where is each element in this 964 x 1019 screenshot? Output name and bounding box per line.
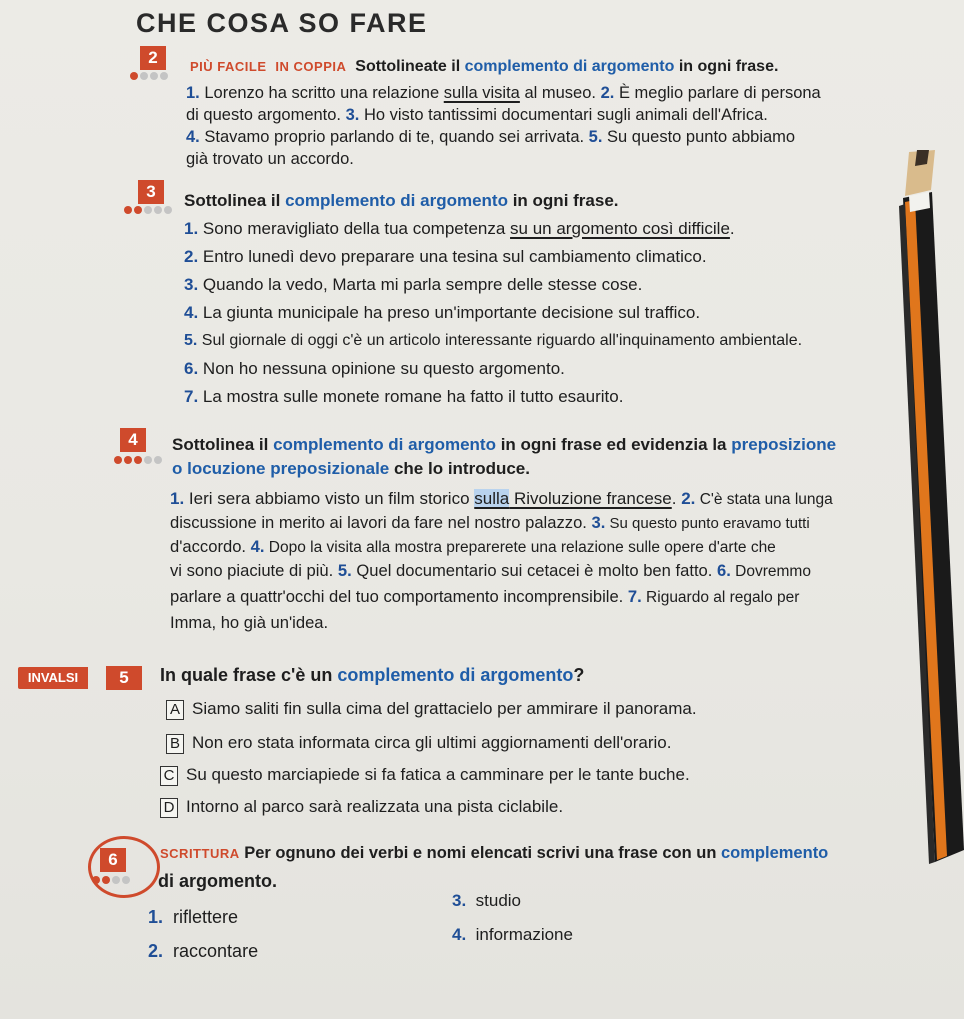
exercise-5-question: In quale frase c'è un complemento di argomento? bbox=[160, 665, 585, 685]
underlined-answer: su un argomento così difficile bbox=[510, 219, 730, 238]
exercise-4-difficulty-dots bbox=[114, 456, 162, 464]
exercise-3-item-4: 4. La giunta municipale ha preso un'importante decisione sul traffico. bbox=[184, 303, 701, 322]
exercise-6-item-2: 2. raccontare bbox=[148, 941, 259, 961]
option-c-box[interactable]: C bbox=[160, 766, 178, 786]
exercise-6-instructions-line-2: di argomento. bbox=[158, 871, 278, 891]
exercise-4-line-4: vi sono piaciute di più. 5. Quel documentario sui cetacei è molto ben fatto. 6. Dovremmo bbox=[170, 561, 811, 580]
pencil-image bbox=[895, 150, 964, 870]
exercise-4-line-5: parlare a quattr'occhi del tuo comportamento incomprensibile. 7. Riguardo al regalo per bbox=[170, 587, 800, 606]
underlined-answer: sulla visita bbox=[443, 84, 520, 102]
exercise-3-instructions: Sottolinea il complemento di argomento in ogni frase. bbox=[184, 191, 619, 210]
option-b-box[interactable]: B bbox=[166, 734, 184, 754]
exercise-2-line-2: di questo argomento. 3. Ho visto tantissimi documentari sugli animali dell'Africa. bbox=[186, 106, 768, 124]
invalsi-badge: INVALSI bbox=[18, 667, 88, 689]
highlighted-preposition: sulla bbox=[474, 489, 510, 508]
exercise-3-difficulty-dots bbox=[124, 206, 172, 214]
exercise-5-option-c: C Su questo marciapiede si fa fatica a camminare per le tante buche. bbox=[160, 764, 690, 786]
exercise-2-number: 2 bbox=[140, 46, 166, 70]
exercise-6-item-4: 4. informazione bbox=[452, 925, 573, 944]
exercise-3-item-7: 7. La mostra sulle monete romane ha fatto il tutto esaurito. bbox=[184, 387, 624, 406]
option-d-box[interactable]: D bbox=[160, 798, 178, 818]
exercise-4-line-3: d'accordo. 4. Dopo la visita alla mostra preparerete una relazione sulle opere d'arte che bbox=[170, 537, 776, 556]
exercise-6-instructions: SCRITTURA Per ognuno dei verbi e nomi elencati scrivi una frase con un complemento bbox=[160, 844, 829, 862]
exercise-3-item-2: 2. Entro lunedì devo preparare una tesina sul cambiamento climatico. bbox=[184, 247, 707, 266]
exercise-3-item-5: 5. Sul giornale di oggi c'è un articolo interessante riguardo all'inquinamento ambientale. bbox=[184, 332, 803, 349]
exercise-4-instructions: Sottolinea il complemento di argomento in ogni frase ed evidenzia la preposizione bbox=[172, 435, 837, 454]
exercise-2-line-1: 1. Lorenzo ha scritto una relazione sulla visita al museo. 2. È meglio parlare di persona bbox=[186, 84, 821, 102]
exercise-6-item-3: 3. studio bbox=[452, 891, 522, 910]
exercise-6-number: 6 bbox=[100, 848, 126, 872]
section-title: CHE COSA SO FARE bbox=[136, 8, 428, 38]
exercise-2-line-3: 4. Stavamo proprio parlando di te, quando sei arrivata. 5. Su questo punto abbiamo bbox=[186, 128, 796, 146]
exercise-6-item-1: 1. riflettere bbox=[148, 907, 239, 927]
option-a-box[interactable]: A bbox=[166, 700, 184, 720]
underlined-answer: Rivoluzione francese bbox=[509, 489, 672, 508]
tag-in-coppia: IN COPPIA bbox=[275, 59, 347, 74]
exercise-3-item-1: 1. Sono meravigliato della tua competenza su un argomento così difficile. bbox=[184, 219, 735, 238]
exercise-2-line-4: già trovato un accordo. bbox=[186, 150, 354, 168]
tag-piu-facile: PIÙ FACILE bbox=[190, 59, 267, 74]
exercise-5-option-a: A Siamo saliti fin sulla cima del grattacielo per ammirare il panorama. bbox=[166, 698, 697, 720]
exercise-3-item-6: 6. Non ho nessuna opinione su questo argomento. bbox=[184, 359, 565, 378]
exercise-4-number: 4 bbox=[120, 428, 146, 452]
exercise-6-difficulty-dots bbox=[92, 876, 130, 884]
exercise-3-item-3: 3. Quando la vedo, Marta mi parla sempre delle stesse cose. bbox=[184, 275, 643, 294]
exercise-4-line-1: 1. Ieri sera abbiamo visto un film storico sulla Rivoluzione francese. 2. C'è stata una lunga bbox=[170, 489, 833, 508]
exercise-5-number: 5 bbox=[106, 666, 142, 690]
exercise-5-option-b: B Non ero stata informata circa gli ultimi aggiornamenti dell'orario. bbox=[166, 732, 671, 754]
exercise-5-option-d: D Intorno al parco sarà realizzata una pista ciclabile. bbox=[160, 796, 563, 818]
exercise-4-line-2: discussione in merito ai lavori da fare nel nostro palazzo. 3. Su questo punto eravamo tutti bbox=[170, 513, 810, 532]
exercise-4-instructions-line-2: o locuzione preposizionale che lo introduce. bbox=[172, 459, 530, 478]
exercise-3-number: 3 bbox=[138, 180, 164, 204]
exercise-2-instructions: PIÙ FACILE IN COPPIA Sottolineate il complemento di argomento in ogni frase. bbox=[190, 58, 779, 75]
exercise-2-difficulty-dots bbox=[130, 72, 168, 80]
exercise-4-line-6: Imma, ho già un'idea. bbox=[170, 613, 329, 632]
tag-scrittura: SCRITTURA bbox=[160, 846, 240, 861]
